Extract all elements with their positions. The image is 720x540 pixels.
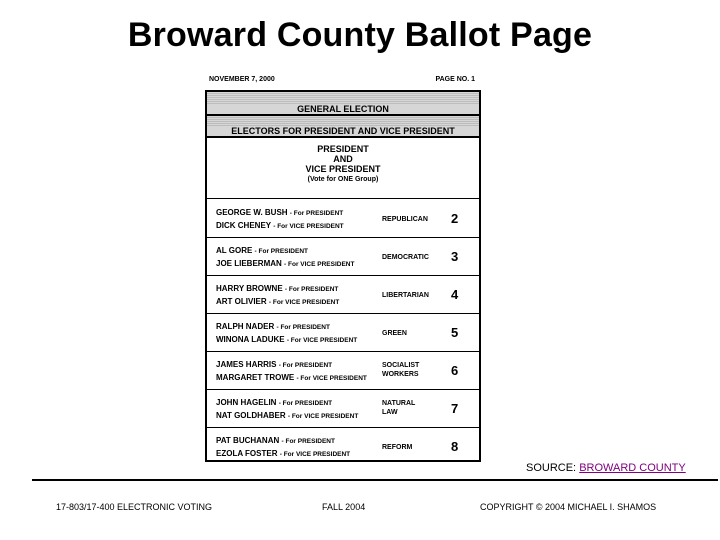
vp-role: - For VICE PRESIDENT [286, 337, 358, 344]
vp-name: ART OLIVIER [216, 297, 267, 306]
ballot-number: 7 [451, 401, 459, 416]
president-role: - For PRESIDENT [289, 210, 344, 217]
candidate-row [207, 314, 479, 352]
president-name: RALPH NADER [216, 322, 275, 331]
vp-role: - For VICE PRESIDENT [268, 299, 340, 306]
president-name: AL GORE [216, 246, 253, 255]
candidate-row [207, 352, 479, 390]
vp-name: NAT GOLDHABER [216, 411, 286, 420]
vp-name: JOE LIEBERMAN [216, 259, 282, 268]
candidate-row [207, 238, 479, 276]
president-role: - For PRESIDENT [281, 438, 335, 445]
vp-role: - For VICE PRESIDENT [273, 223, 344, 230]
footer-term: FALL 2004 [322, 502, 366, 512]
president-name: JOHN HAGELIN [216, 398, 277, 407]
vp-name: MARGARET TROWE [216, 373, 295, 382]
ballot-header [207, 76, 481, 88]
ballot-date: NOVEMBER 7, 2000 [209, 76, 275, 83]
party-line: LIBERTARIAN [382, 292, 429, 299]
party-line: NATURAL [382, 400, 416, 407]
election-title: GENERAL ELECTION [207, 104, 479, 114]
ballot-image [203, 72, 485, 466]
vp-candidate [216, 221, 344, 230]
president-role: - For PRESIDENT [276, 324, 330, 331]
footer-course: 17-803/17-400 ELECTRONIC VOTING [56, 502, 213, 512]
president-candidate [216, 322, 330, 331]
president-name: GEORGE W. BUSH [216, 208, 288, 217]
vp-role: - For VICE PRESIDENT [279, 451, 351, 458]
vp-name: WINONA LADUKE [216, 335, 285, 344]
ballot-page-number: PAGE NO. 1 [435, 76, 475, 83]
party-line: DEMOCRATIC [382, 254, 429, 261]
ballot-number: 3 [451, 249, 459, 264]
president-candidate [216, 246, 308, 255]
vp-candidate [216, 411, 358, 420]
party-name [382, 329, 446, 338]
office-line: PRESIDENT [317, 144, 369, 154]
vp-candidate [216, 335, 357, 344]
party-name [382, 215, 446, 224]
president-role: - For PRESIDENT [284, 286, 339, 293]
party-line: REFORM [382, 444, 413, 451]
vp-role: - For VICE PRESIDENT [287, 413, 359, 420]
party-name [382, 291, 446, 300]
party-line: LAW [382, 409, 398, 416]
president-name: PAT BUCHANAN [216, 436, 280, 445]
office-line: AND [333, 154, 353, 164]
ballot-number: 5 [451, 325, 459, 340]
president-candidate [216, 208, 343, 217]
party-line: REPUBLICAN [382, 216, 428, 223]
electors-band [207, 116, 479, 138]
ballot-number: 8 [451, 439, 459, 454]
president-candidate [216, 360, 332, 369]
party-name [382, 361, 446, 379]
source-note [526, 462, 686, 474]
party-line: WORKERS [382, 371, 419, 378]
party-line: SOCIALIST [382, 362, 420, 369]
vp-name: DICK CHENEY [216, 221, 271, 230]
president-role: - For PRESIDENT [254, 248, 308, 255]
ballot-number: 2 [451, 211, 459, 226]
vp-candidate [216, 373, 367, 382]
president-candidate [216, 436, 335, 445]
vp-candidate [216, 297, 339, 306]
party-name [382, 443, 446, 452]
candidate-row [207, 276, 479, 314]
footer-divider [32, 479, 718, 481]
ballot-number: 4 [451, 287, 459, 302]
office-line: VICE PRESIDENT [305, 164, 381, 174]
president-candidate [216, 284, 338, 293]
president-candidate [216, 398, 332, 407]
president-role: - For PRESIDENT [278, 362, 333, 369]
vote-instruction: (Vote for ONE Group) [307, 176, 379, 183]
source-link[interactable]: BROWARD COUNTY [579, 462, 686, 474]
source-label: SOURCE: [526, 462, 577, 474]
candidate-row [207, 390, 479, 428]
president-name: HARRY BROWNE [216, 284, 283, 293]
vp-candidate [216, 259, 354, 268]
vp-candidate [216, 449, 350, 458]
party-name [382, 253, 446, 262]
vp-role: - For VICE PRESIDENT [284, 261, 355, 268]
electors-title: ELECTORS FOR PRESIDENT AND VICE PRESIDENT [207, 126, 479, 136]
party-name [382, 399, 446, 417]
slide-title: Broward County Ballot Page [127, 16, 593, 54]
candidate-row [207, 200, 479, 238]
party-line: GREEN [382, 330, 407, 337]
vp-role: - For VICE PRESIDENT [296, 375, 367, 382]
election-band [207, 92, 479, 116]
office-header [207, 138, 479, 199]
ballot-frame [205, 90, 481, 462]
footer-copyright: COPYRIGHT © 2004 MICHAEL I. SHAMOS [480, 502, 657, 512]
ballot-number: 6 [451, 363, 459, 378]
vp-name: EZOLA FOSTER [216, 449, 278, 458]
candidate-row [207, 428, 479, 466]
president-role: - For PRESIDENT [278, 400, 333, 407]
president-name: JAMES HARRIS [216, 360, 277, 369]
